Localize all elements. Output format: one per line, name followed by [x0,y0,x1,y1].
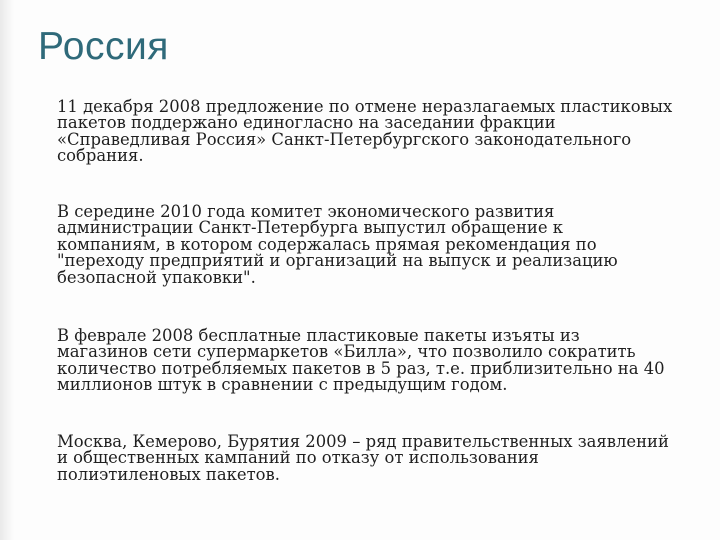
paragraph-regional-campaigns: Москва, Кемерово, Бурятия 2009 – ряд правительственных заявлений и общественных кампаний по отказу от использования полиэтиленовых пакетов. [57,432,669,484]
paragraph-billa-supermarkets: В феврале 2008 бесплатные пластиковые пакеты изъяты из магазинов сети супермаркетов «Билла», что позволило сократить количество потребляемых пакетов в 5 раз, т.е. приблизительно на 40 миллионов штук в сравнении с предыдущим годом. [57,326,665,395]
paragraph-committee-appeal: В середине 2010 года комитет экономического развития администрации Санкт-Петербурга выпустил обращение к компаниям, в котором содержалась прямая рекомендация по "переходу предприятий и организаций на выпуск и реализацию безопасной упаковки". [57,202,618,287]
slide-edge-shadow [0,0,14,540]
paragraph-plastic-ban-proposal: 11 декабря 2008 предложение по отмене неразлагаемых пластиковых пакетов поддержано единогласно на заседании фракции «Справедливая Россия» Санкт-Петербургского законодательного собрания. [57,97,673,166]
slide-title: Россия [38,25,169,68]
